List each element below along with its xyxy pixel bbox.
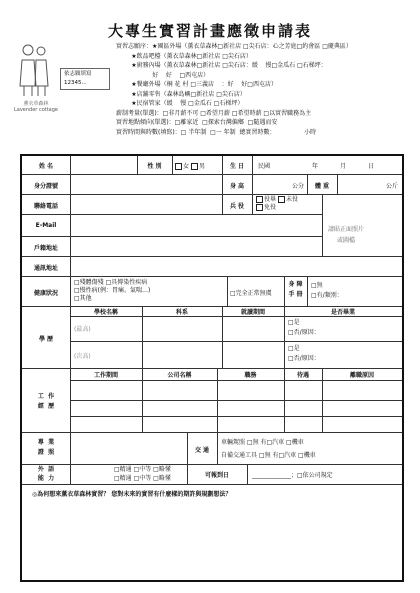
preference-section: 實習志願序：★園區外場（薰衣草森林□新社店 □尖石店：心之芳庭□約會區 □慶典區） ★飲品吧檯（薰衣草森林□新社店 □尖石店） ★廚務內場（薰衣草森林□新社店 □尖石店：緩 慢□金瓜石 □石梯坪： 好 好 □西屯店） ★餐廳外場（桐 花 村 □三義店 ：好 好□西屯店） ★店舖零售（森林島嶼□新社店 □尖石店） ★民宿管家（緩 慢 □金瓜石 □石梯坪） 薪制考量(單選)：□非月薪不可 □希望月薪 □希望時薪 □以實習職務為主 實習地點傾向(單選)：□離家近 □探索台灣偏鄉 □隨遇而安 實習時間與時數(填寫)：□ 半年制 □一 年制 總實習時數： 小時 [116,43,352,136]
household-address-label: 戶籍地址 [33,245,58,252]
language-options[interactable]: □精通 □中等 □略懂 □精通 □中等 □略懂 [114,466,171,482]
motivation-answer[interactable] [26,502,398,578]
work-header-position: 職務 [244,372,257,379]
education-label: 學 歷 [38,336,54,343]
military-label: 兵 役 [229,203,245,210]
preference-line[interactable]: 好 好 □西屯店） [152,71,210,79]
edu-header-period: 就讀期間 [240,309,265,316]
available-date-field[interactable]: _____________；□依公司規定 [252,472,333,479]
work-header-salary: 待遇 [296,372,309,379]
disability-options[interactable]: □無 □有/類別： [311,282,343,299]
mail-address-label: 通訊地址 [33,265,58,272]
health-label: 健康狀況 [33,290,58,297]
logo-caption: 薰衣草森林 Lavender cottage [14,101,58,113]
skills-label: 專 業 證 照 [37,439,55,456]
military-options[interactable]: 役畢 未役 免役 [256,196,298,212]
gender-options[interactable]: 女 男 [175,161,205,170]
edu-row-school[interactable]: (最高) [74,326,91,333]
edu-header-graduated: 是否畢業 [330,309,355,316]
health-ok-option[interactable]: □完全正常無虞 [230,290,272,297]
edu-row-school[interactable]: (次高) [74,353,91,360]
logo [14,42,54,100]
edu-row-graduated[interactable]: □是 □否/原因： [288,345,320,362]
gender-label: 性 別 [147,163,162,170]
location-pref[interactable]: 實習地點傾向(單選)：□離家近 □探索台灣偏鄉 □隨遇而安 [116,119,278,126]
phone-field[interactable] [72,197,220,211]
work-header-company: 公司名稱 [167,372,192,379]
work-header-leave-reason: 離職原因 [349,372,374,379]
skills-field[interactable] [72,435,185,461]
edu-row-graduated[interactable]: □是 □否/原因： [288,319,320,336]
transport-options[interactable]: 車輛駕照 □無 有□汽車 □機車 自備交通工具 □無 有□汽車 □機車 [221,439,316,459]
birthday-field[interactable]: 民國 年 月 日 [258,163,375,170]
work-header-period: 工作期間 [93,372,118,379]
preference-line[interactable]: ★店舖零售（森林島嶼□新社店 □尖石店） [131,90,246,98]
transport-label: 交 通 [194,447,210,454]
email-field[interactable] [72,217,320,233]
edu-header-dept: 科系 [175,309,188,316]
edu-header-school: 學校名稱 [93,309,118,316]
weight-label: 體 重 [314,183,330,190]
id-label: 身分證號 [33,183,58,190]
mail-address-field[interactable] [72,259,400,273]
birthday-label: 生 日 [229,163,245,170]
phone-label: 聯絡電話 [33,203,58,210]
preference-line[interactable]: ★園區外場（薰衣草森林□新社店 □尖石店：心之芳庭□約會區 □慶典區） [152,43,352,50]
photo-placeholder[interactable]: 請貼正面照片 或圖檔 [327,226,364,244]
motivation-question: ◎為何想來薰衣草森林實習？ 您對未來的實習有什麼樣的期許與規劃想法？ [32,491,232,498]
name-field[interactable] [72,158,136,172]
preference-line[interactable]: ★飲品吧檯（薰衣草森林□新社店 □尖石店） [131,52,252,60]
preference-number-box: 依志願填寫 12345... [60,68,110,90]
id-field[interactable] [72,177,220,191]
preference-line[interactable]: ★民宿管家（緩 慢 □金瓜石 □石梯坪） [131,100,244,107]
disability-label: 身 障 手 冊 [288,281,303,298]
height-label: 身 高 [229,183,245,190]
work-label: 工 作 經 歷 [37,393,55,410]
name-label: 姓 名 [38,163,54,170]
page-title: 大專生實習計畫應徵申請表 [107,22,312,40]
health-options[interactable]: □殘體傷殘 □具傳染性疾病 □慢性病(例：胃痛、氣喘…) □其他 [74,279,151,302]
available-date-label: 可報到日 [204,472,229,479]
hours-pref[interactable]: 實習時間與時數(填寫)：□ 半年制 □一 年制 總實習時數： 小時 [116,128,317,136]
application-form [20,154,404,582]
language-label: 外 語 能 力 [37,466,55,482]
height-unit: 公分 [292,183,305,190]
weight-unit: 公斤 [386,183,399,190]
preference-line[interactable]: ★餐廳外場（桐 花 村 □三義店 ：好 好□西屯店） [131,81,277,88]
email-label: E-Mail [35,222,57,229]
salary-pref[interactable]: 薪制考量(單選)：□非月薪不可 □希望月薪 □希望時薪 □以實習職務為主 [116,109,312,117]
household-address-field[interactable] [72,239,320,253]
preference-line[interactable]: ★廚務內場（薰衣草森林□新社店 □尖石店：緩 慢□金瓜石 □石梯坪： [131,62,327,69]
